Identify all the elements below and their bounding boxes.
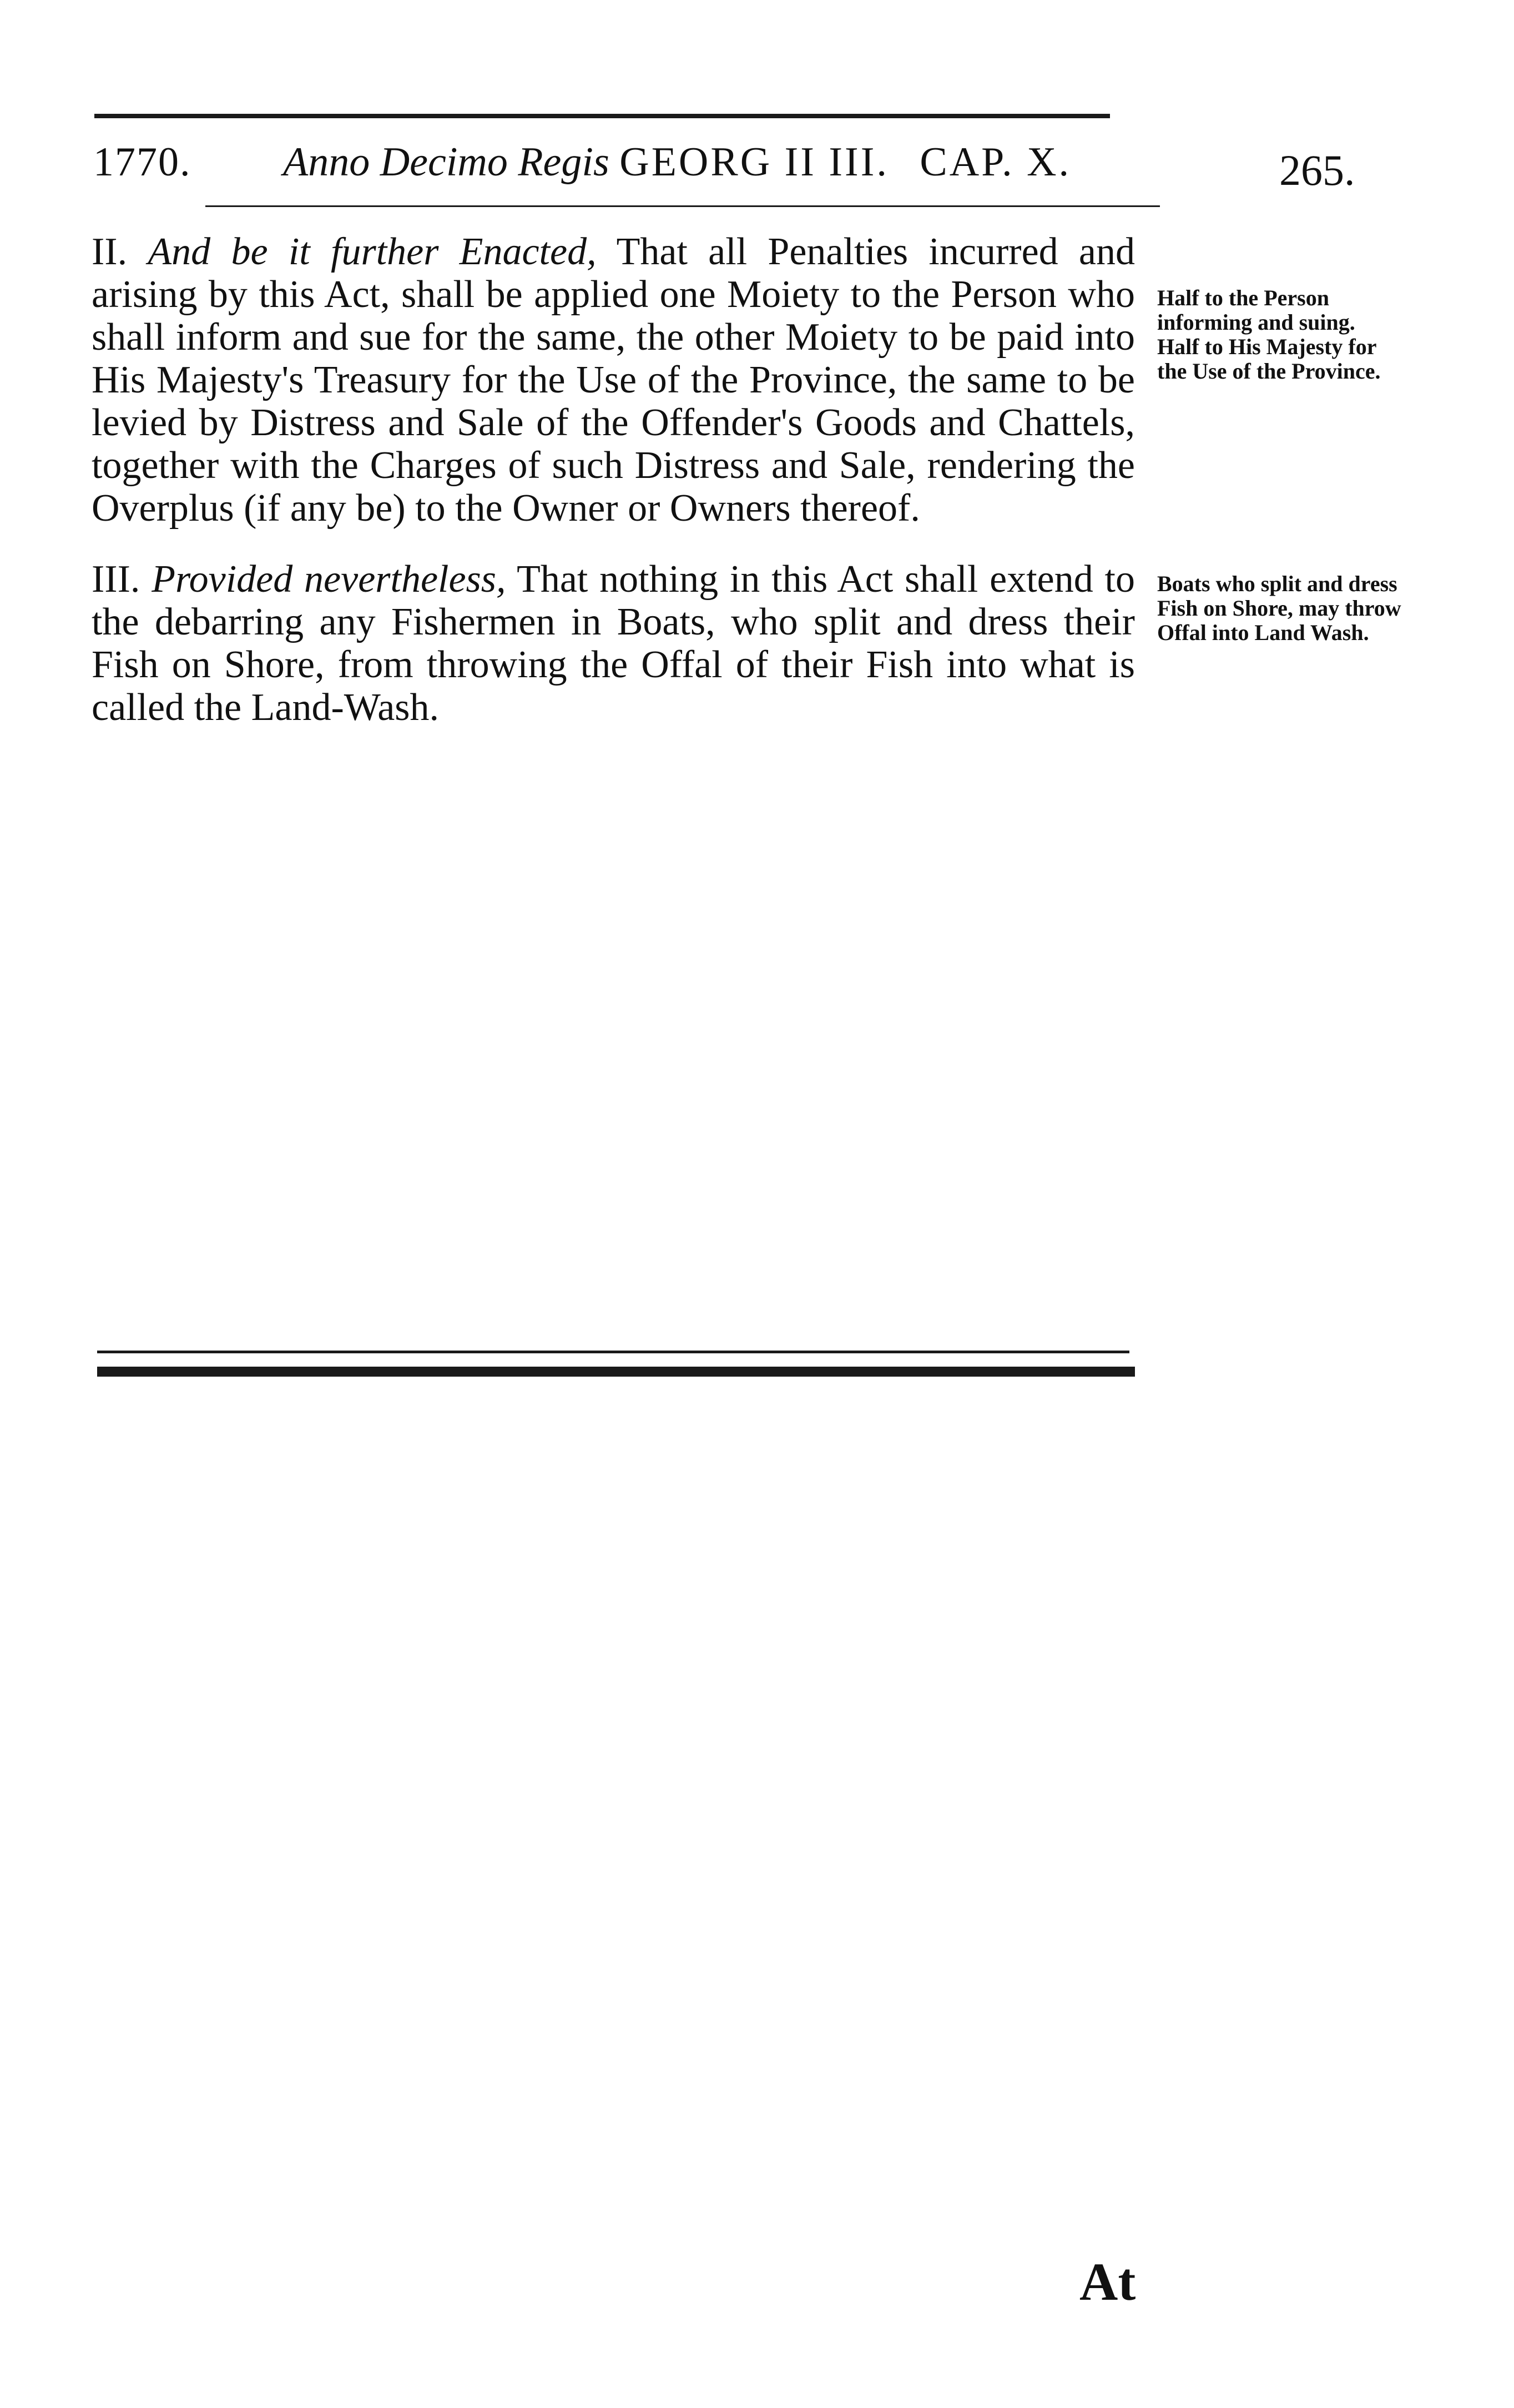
section-ii <box>92 230 1135 530</box>
running-head-chapter: CAP. X. <box>920 139 1072 185</box>
running-head-title <box>283 139 1071 186</box>
section-lead: Provided nevertheless, <box>152 558 506 601</box>
margin-note-section-ii: Half to the Person informing and suing. Half to His Majesty for the Use of the Province. <box>1157 285 1381 384</box>
section-number: III. <box>92 558 140 601</box>
section-body: That all Penalties incurred and arising by this Act, shall be applied one Moiety to the Person who shall inform and sue for the same, the other Moiety to be paid into His Majesty's Treasury for the Use of the Province, the same to be levied by Distress and Sale of the Offender's Goods and Chattels, together with the Charges of such Distress and Sale, rendering the Overplus (if any be) to the Owner or Owners thereof. <box>92 230 1135 530</box>
closing-rule-thick <box>97 1367 1135 1377</box>
header-rule <box>205 205 1160 207</box>
running-head-title-name: GEORG II III. <box>619 139 889 185</box>
section-lead: And be it further Enacted, <box>148 230 597 273</box>
margin-note-section-iii: Boats who split and dress Fish on Shore, may throw Offal into Land Wash. <box>1157 571 1401 645</box>
section-iii <box>92 558 1135 729</box>
section-number: II. <box>92 230 128 273</box>
running-head-title-italic: Anno Decimo Regis <box>283 139 609 185</box>
catchword: At <box>1079 2252 1136 2311</box>
page-number: 265. <box>1279 146 1355 194</box>
running-head <box>0 139 1514 200</box>
closing-rule-thin <box>97 1351 1129 1353</box>
running-head-year: 1770. <box>93 139 191 185</box>
section-body: That nothing in this Act shall extend to the debarring any Fishermen in Boats, who split and dress their Fish on Shore, from throwing the Offal of their Fish into what is called the Land-Wash. <box>92 558 1135 729</box>
top-rule <box>94 114 1110 118</box>
